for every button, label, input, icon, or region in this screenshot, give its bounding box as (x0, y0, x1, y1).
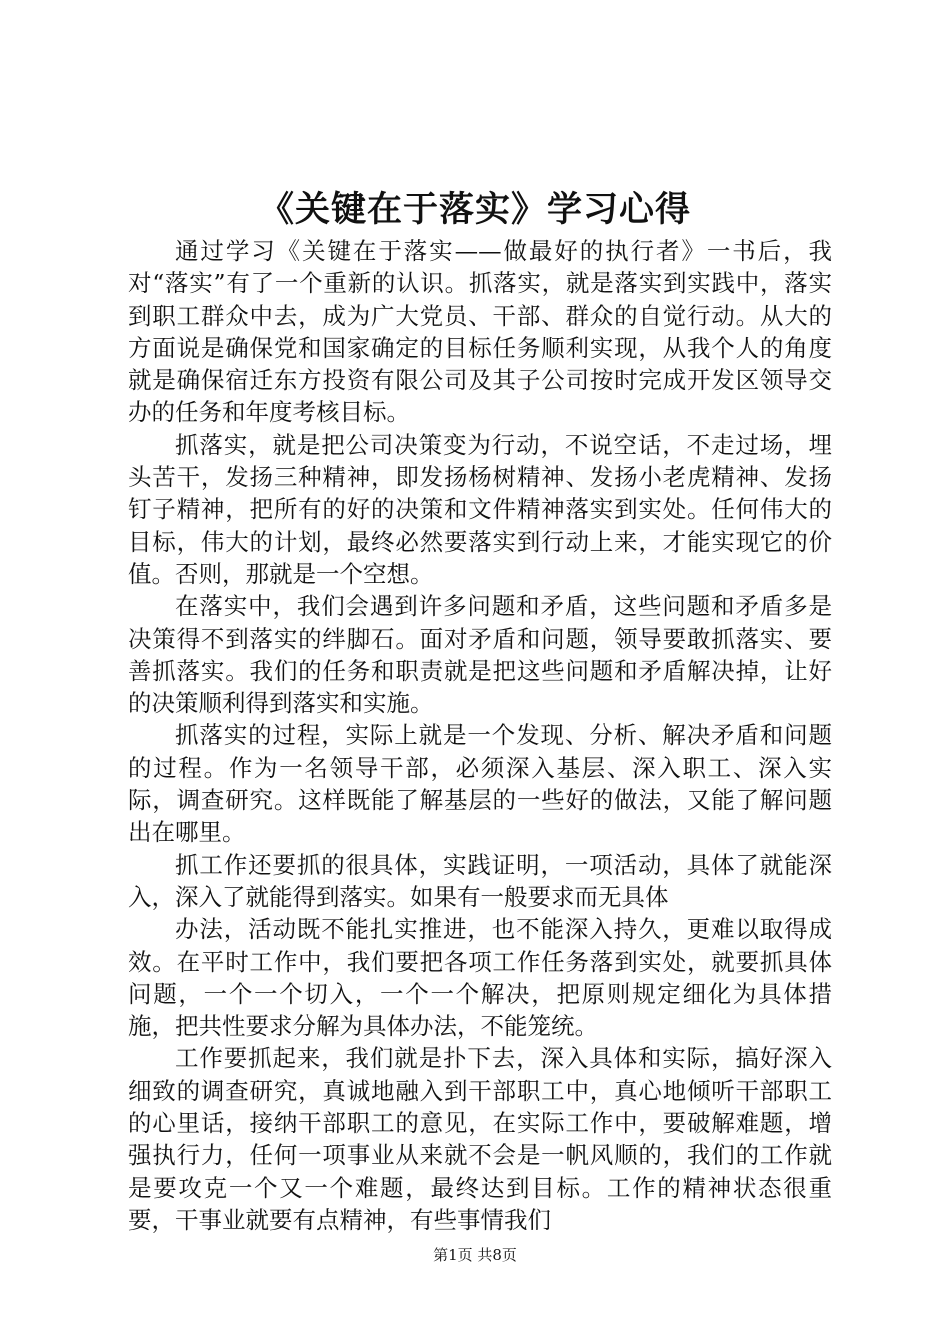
paragraph: 办法，活动既不能扎实推进，也不能深入持久，更难以取得成效。在平时工作中，我们要把各项工作任务落到实处，就要抓具体问题，一个一个切入，一个一个解决，把原则规定细化为具体措施，把共性要求分解为具体办法，不能笼统。 (128, 915, 832, 1041)
paragraph: 抓落实，就是把公司决策变为行动，不说空话，不走过场，埋头苦干，发扬三种精神，即发扬杨树精神、发扬小老虎精神、发扬钉子精神，把所有的好的决策和文件精神落实到实处。任何伟大的目标，伟大的计划，最终必然要落实到行动上来，才能实现它的价值。否则，那就是一个空想。 (128, 430, 832, 588)
document-title: 《关键在于落实》学习心得 (258, 189, 691, 230)
paragraph: 抓工作还要抓的很具体，实践证明，一项活动，具体了就能深入，深入了就能得到落实。如果有一般要求而无具体 (128, 850, 832, 911)
page-footer: 第1页 共8页 (433, 1246, 517, 1264)
paragraph: 在落实中，我们会遇到许多问题和矛盾，这些问题和矛盾多是决策得不到落实的绊脚石。面对矛盾和问题，领导要敢抓落实、要善抓落实。我们的任务和职责就是把这些问题和矛盾解决掉，让好的决策顺利得到落实和实施。 (128, 592, 832, 718)
paragraph: 通过学习《关键在于落实——做最好的执行者》一书后，我对“落实”有了一个重新的认识。抓落实，就是落实到实践中，落实到职工群众中去，成为广大党员、干部、群众的自觉行动。从大的方面说是确保党和国家确定的目标任务顺利实现，从我个人的角度就是确保宿迁东方投资有限公司及其子公司按时完成开发区领导交办的任务和年度考核目标。 (128, 237, 832, 427)
paragraph: 抓落实的过程，实际上就是一个发现、分析、解决矛盾和问题的过程。作为一名领导干部，必须深入基层、深入职工、深入实际，调查研究。这样既能了解基层的一些好的做法，又能了解问题出在哪里。 (128, 721, 832, 847)
document-body (128, 235, 832, 1236)
paragraph: 工作要抓起来，我们就是扑下去，深入具体和实际，搞好深入细致的调查研究，真诚地融入到干部职工中，真心地倾听干部职工的心里话，接纳干部职工的意见，在实际工作中，要破解难题，增强执行力，任何一项事业从来就不会是一帆风顺的，我们的工作就是要攻克一个又一个难题，最终达到目标。工作的精神状态很重要，干事业就要有点精神，有些事情我们 (128, 1044, 832, 1234)
